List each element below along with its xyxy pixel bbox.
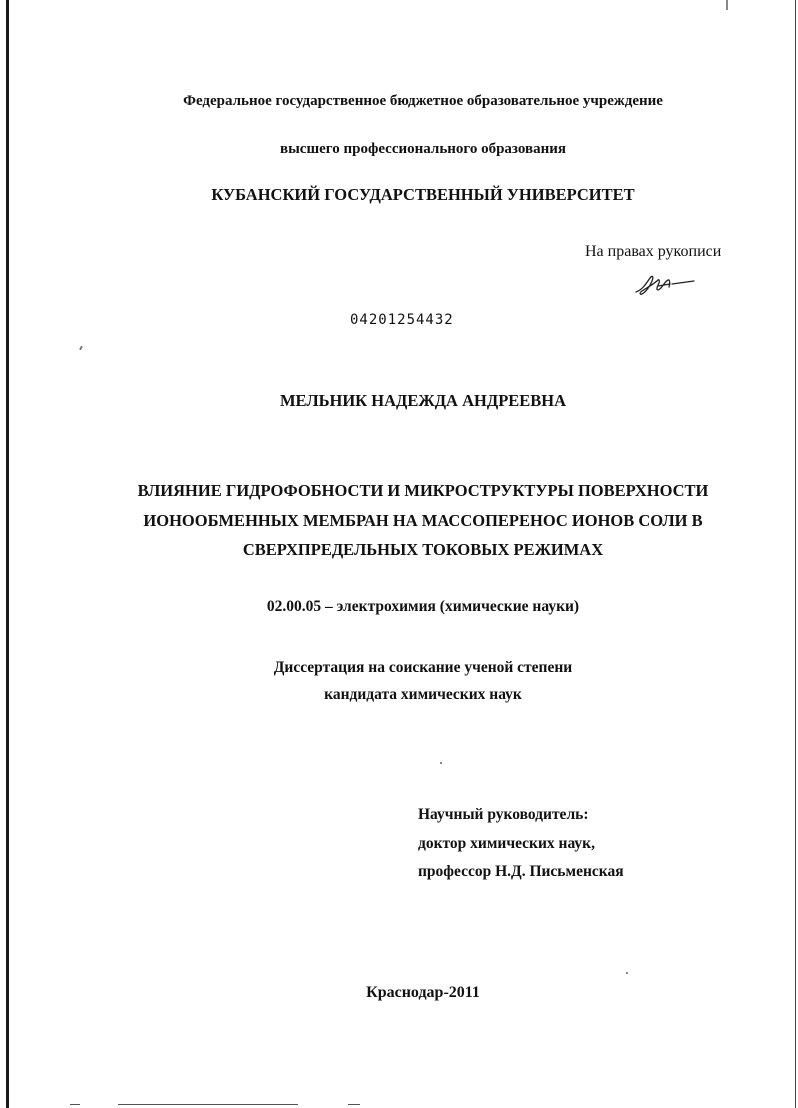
signature-icon — [632, 270, 696, 300]
scan-speck — [440, 762, 442, 764]
specialty: 02.00.05 – электрохимия (химические науки) — [266, 598, 580, 615]
scan-line — [348, 1104, 360, 1105]
university-name: КУБАНСКИЙ ГОСУДАРСТВЕННЫЙ УНИВЕРСИТЕТ — [211, 185, 635, 204]
supervisor-name: профессор Н.Д. Письменская — [418, 863, 624, 880]
institution-line-1: Федеральное государственное бюджетное образовательное учреждение — [183, 93, 663, 109]
manuscript-note: На правах рукописи — [585, 243, 722, 260]
scan-line — [70, 1104, 80, 1105]
degree-line-2: кандидата химических наук — [324, 686, 522, 703]
scan-speck — [626, 972, 628, 974]
title-line-1: ВЛИЯНИЕ ГИДРОФОБНОСТИ И МИКРОСТРУКТУРЫ ПОВЕРХНОСТИ — [137, 481, 709, 500]
title-line-2: ИОНООБМЕННЫХ МЕМБРАН НА МАССОПЕРЕНОС ИОНОВ СОЛИ В — [143, 511, 703, 530]
institution-line-2: высшего профессионального образования — [279, 141, 566, 157]
supervisor-degree: доктор химических наук, — [418, 835, 595, 852]
scan-mark — [726, 0, 728, 10]
city-year: Краснодар-2011 — [366, 984, 480, 1001]
scan-speck — [79, 346, 83, 350]
scan-line — [118, 1104, 298, 1105]
scan-edge-left — [6, 0, 9, 1108]
degree-line-1: Диссертация на соискание ученой степени — [273, 659, 573, 676]
supervisor-label: Научный руководитель: — [418, 806, 589, 823]
title-line-3: СВЕРХПРЕДЕЛЬНЫХ ТОКОВЫХ РЕЖИМАХ — [242, 540, 604, 559]
inventory-number: 04201254432 — [350, 312, 454, 328]
author-name: МЕЛЬНИК НАДЕЖДА АНДРЕЕВНА — [279, 391, 567, 410]
